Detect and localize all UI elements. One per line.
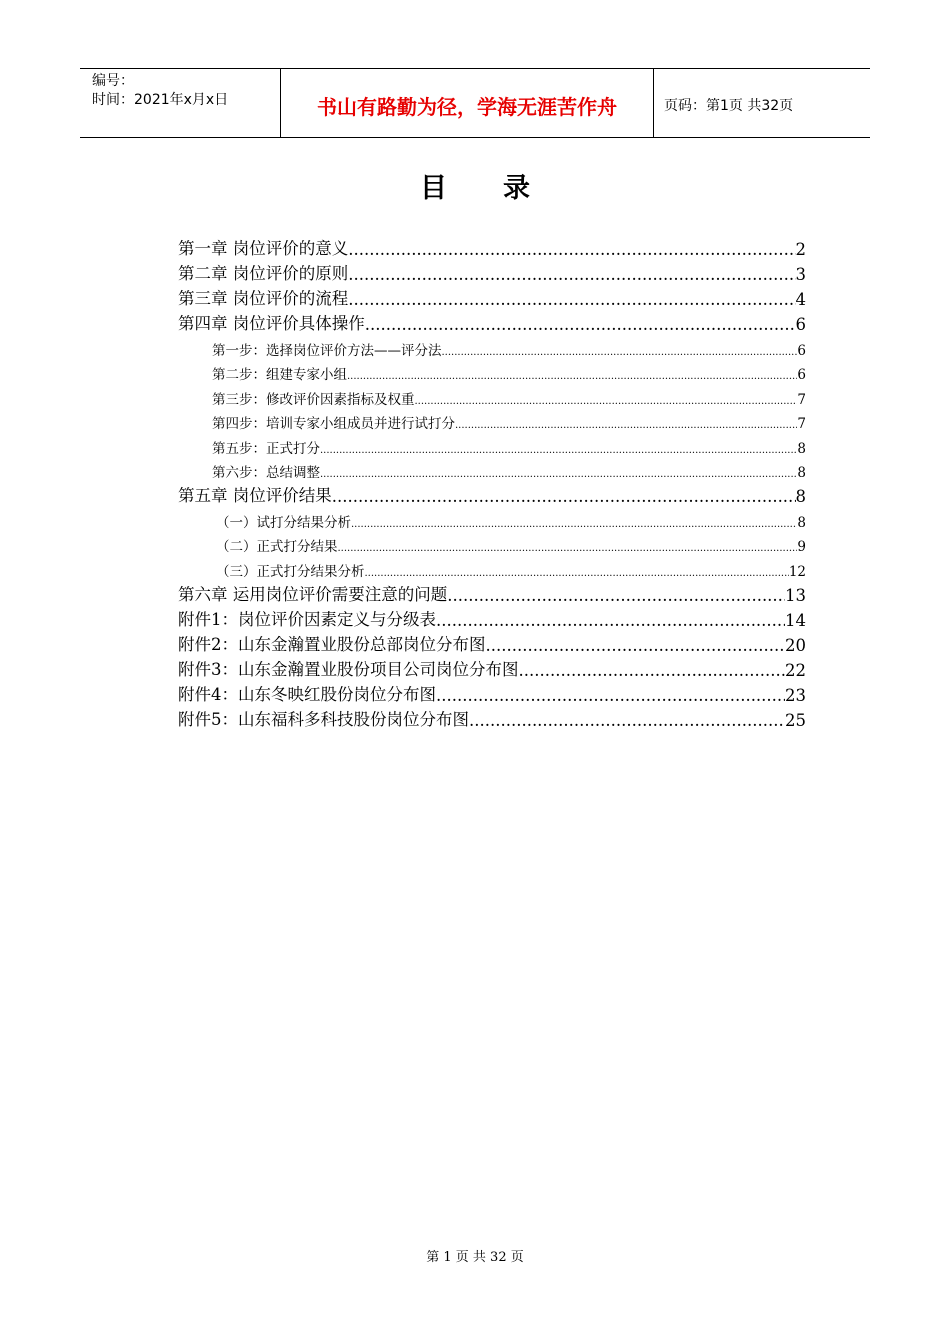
toc-entry-page: 8 (797, 465, 806, 481)
toc-entry-text: 第四步：培训专家小组成员并进行试打分 (212, 416, 455, 432)
toc-entry-text: 附件3：山东金瀚置业股份项目公司岗位分布图 (178, 659, 519, 679)
table-of-contents (178, 234, 806, 730)
toc-entry-page: 7 (797, 391, 806, 408)
header-motto: 书山有路勤为径，学海无涯苦作舟 (281, 69, 654, 137)
toc-dot-leader (436, 686, 785, 705)
toc-entry[interactable] (178, 605, 806, 630)
toc-entry-page: 13 (785, 585, 806, 605)
toc-entry-text: 第三章 岗位评价的流程 (178, 289, 349, 308)
toc-dot-leader (351, 515, 797, 531)
toc-dot-leader (442, 343, 798, 359)
toc-entry-text: （二）正式打分结果 (216, 539, 338, 555)
document-time-label: 时间：2021年x月x日 (92, 92, 229, 108)
toc-dot-leader (332, 487, 796, 506)
toc-entry-page: 2 (795, 240, 806, 259)
toc-entry-page: 4 (795, 290, 806, 309)
toc-dot-leader (348, 290, 795, 309)
toc-entry-text: 附件1：岗位评价因素定义与分级表 (178, 609, 436, 629)
toc-dot-leader (348, 240, 795, 259)
toc-entry-page: 8 (797, 514, 806, 531)
toc-entry-text: 第三步：修改评价因素指标及权重 (212, 391, 415, 408)
toc-dot-leader (347, 367, 797, 383)
toc-entry[interactable] (178, 531, 806, 556)
toc-dot-leader (469, 711, 785, 730)
toc-dot-leader (519, 661, 786, 680)
page-footer: 第 1 页 共 32 页 (426, 1250, 524, 1265)
toc-entry-page: 7 (797, 416, 806, 432)
toc-entry-text: 第五章 岗位评价结果 (178, 486, 332, 505)
toc-entry-text: 第二章 岗位评价的原则 (178, 264, 349, 283)
toc-entry[interactable] (178, 630, 806, 655)
toc-dot-leader (365, 315, 796, 334)
header-page-number: 页码：第1页 共32页 (664, 98, 794, 114)
toc-entry[interactable] (178, 555, 806, 580)
toc-entry-text: 第六步：总结调整 (212, 465, 320, 481)
toc-entry-page: 3 (795, 265, 806, 284)
toc-entry[interactable] (178, 408, 806, 433)
toc-entry-page: 22 (785, 660, 806, 680)
toc-entry-text: （一）试打分结果分析 (216, 514, 351, 531)
toc-entry-text: 第四章 岗位评价具体操作 (178, 314, 365, 333)
toc-entry-page: 6 (797, 342, 806, 359)
toc-dot-leader (486, 636, 786, 655)
toc-entry[interactable] (178, 259, 806, 284)
toc-entry[interactable] (178, 309, 806, 334)
toc-entry-page: 6 (797, 367, 806, 383)
toc-entry[interactable] (178, 680, 806, 705)
toc-entry-page: 14 (785, 610, 806, 630)
toc-dot-leader (338, 539, 798, 555)
toc-entry-text: 第一步：选择岗位评价方法——评分法 (212, 342, 442, 359)
toc-entry-text: 第一章 岗位评价的意义 (178, 239, 349, 258)
toc-entry-page: 9 (797, 539, 806, 555)
page-header (80, 68, 870, 138)
toc-entry-page: 8 (795, 487, 806, 506)
toc-entry[interactable] (178, 334, 806, 359)
toc-dot-leader (348, 265, 795, 284)
toc-entry[interactable] (178, 655, 806, 680)
document-number-label: 编号： (92, 73, 134, 89)
toc-entry[interactable] (178, 506, 806, 531)
toc-dot-leader (320, 441, 797, 457)
toc-entry[interactable] (178, 432, 806, 457)
toc-entry-page: 20 (785, 635, 806, 655)
toc-dot-leader (365, 564, 789, 580)
toc-entry-page: 6 (795, 315, 806, 334)
toc-title: 目录 (420, 173, 586, 204)
toc-entry[interactable] (178, 457, 806, 482)
toc-dot-leader (415, 392, 798, 408)
toc-entry[interactable] (178, 284, 806, 309)
toc-entry-page: 25 (785, 710, 806, 730)
toc-dot-leader (447, 586, 785, 605)
toc-entry-text: 附件4：山东冬映红股份岗位分布图 (178, 684, 436, 704)
toc-entry-page: 12 (788, 563, 806, 580)
toc-entry[interactable] (178, 705, 806, 730)
header-info-cell (80, 69, 281, 137)
toc-entry-text: （三）正式打分结果分析 (216, 563, 365, 580)
toc-entry-text: 附件5：山东福科多科技股份岗位分布图 (178, 709, 469, 729)
toc-entry[interactable] (178, 580, 806, 605)
toc-entry-text: 第二步：组建专家小组 (212, 367, 347, 383)
toc-entry[interactable] (178, 481, 806, 506)
toc-dot-leader (455, 416, 797, 432)
toc-entry-text: 第六章 运用岗位评价需要注意的问题 (178, 584, 448, 604)
toc-dot-leader (320, 465, 797, 481)
toc-entry[interactable] (178, 383, 806, 408)
toc-dot-leader (436, 611, 785, 630)
toc-entry-text: 附件2：山东金瀚置业股份总部岗位分布图 (178, 634, 486, 654)
toc-entry-page: 23 (785, 685, 806, 705)
toc-entry-text: 第五步：正式打分 (212, 440, 320, 457)
toc-entry[interactable] (178, 359, 806, 384)
toc-entry[interactable] (178, 234, 806, 259)
toc-entry-page: 8 (797, 440, 806, 457)
